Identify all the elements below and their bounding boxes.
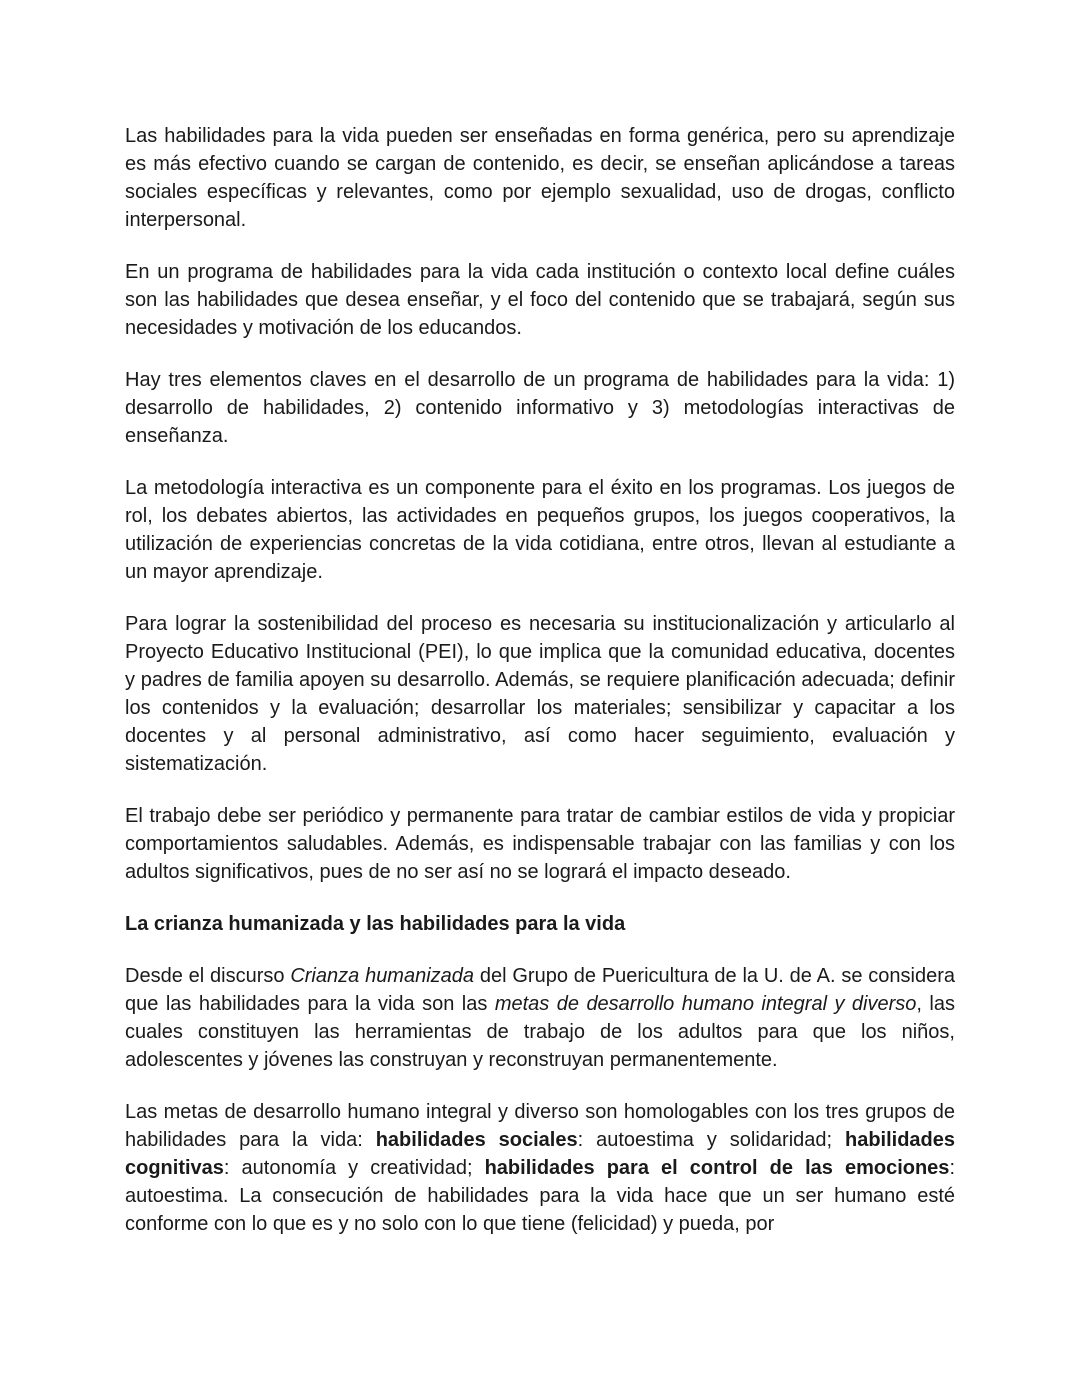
italic-text: Crianza humanizada	[290, 965, 475, 987]
text: , las cuales constituyen las herramientas de trabajo de los adultos para que los niños, adolescentes y jóvenes las construyan y reconstruyan permanentemente.	[125, 993, 955, 1071]
paragraph	[125, 962, 955, 1074]
paragraph: El trabajo debe ser periódico y permanente para tratar de cambiar estilos de vida y propiciar comportamientos saludables. Además, es indispensable trabajar con las familias y con los adultos significativos, pues de no ser así no se logrará el impacto deseado.	[125, 805, 955, 883]
paragraph: Hay tres elementos claves en el desarrollo de un programa de habilidades para la vida: 1) desarrollo de habilidades, 2) contenido informativo y 3) metodologías interactivas de enseñanza.	[125, 369, 955, 447]
text: Las metas de desarrollo humano integral y diverso son homologables con los tres grupos de habilidades para la vida:	[125, 1101, 955, 1151]
section-heading: La crianza humanizada y las habilidades para la vida	[125, 913, 626, 935]
text: Desde el discurso	[125, 965, 291, 987]
text: : autoestima. La consecución de habilidades para la vida hace que un ser humano esté conforme con lo que es y no solo con lo que tiene (felicidad) y pueda, por	[125, 1157, 955, 1235]
bold-text: habilidades sociales	[375, 1129, 578, 1151]
paragraph: En un programa de habilidades para la vida cada institución o contexto local define cuáles son las habilidades que desea enseñar, y el foco del contenido que se trabajará, según sus necesidades y motivación de los educandos.	[125, 261, 955, 339]
document-page	[125, 122, 955, 1262]
bold-text: habilidades cognitivas	[125, 1129, 956, 1179]
text: : autoestima y solidaridad;	[577, 1129, 845, 1151]
italic-text: metas de desarrollo humano integral y diverso	[494, 993, 917, 1015]
paragraph: Para lograr la sostenibilidad del proceso es necesaria su institucionalización y articularlo al Proyecto Educativo Institucional (PEI), lo que implica que la comunidad educativa, docentes y padres de familia apoyen su desarrollo. Además, se requiere planificación adecuada; definir los contenidos y la evaluación; desarrollar los materiales; sensibilizar y capacitar a los docentes y al personal administrativo, así como hacer seguimiento, evaluación y sistematización.	[125, 613, 955, 775]
paragraph: La metodología interactiva es un componente para el éxito en los programas. Los juegos de rol, los debates abiertos, las actividades en pequeños grupos, los juegos cooperativos, la utilización de experiencias concretas de la vida cotidiana, entre otros, llevan al estudiante a un mayor aprendizaje.	[125, 477, 955, 583]
text: del Grupo de Puericultura de la U. de A. se considera que las habilidades para la vida son las	[125, 965, 955, 1015]
bold-text: habilidades para el control de las emociones	[484, 1157, 950, 1179]
paragraph	[125, 1098, 955, 1238]
text: : autonomía y creatividad;	[223, 1157, 485, 1179]
paragraph: Las habilidades para la vida pueden ser enseñadas en forma genérica, pero su aprendizaje es más efectivo cuando se cargan de contenido, es decir, se enseñan aplicándose a tareas sociales específicas y relevantes, como por ejemplo sexualidad, uso de drogas, conflicto interpersonal.	[125, 125, 955, 231]
